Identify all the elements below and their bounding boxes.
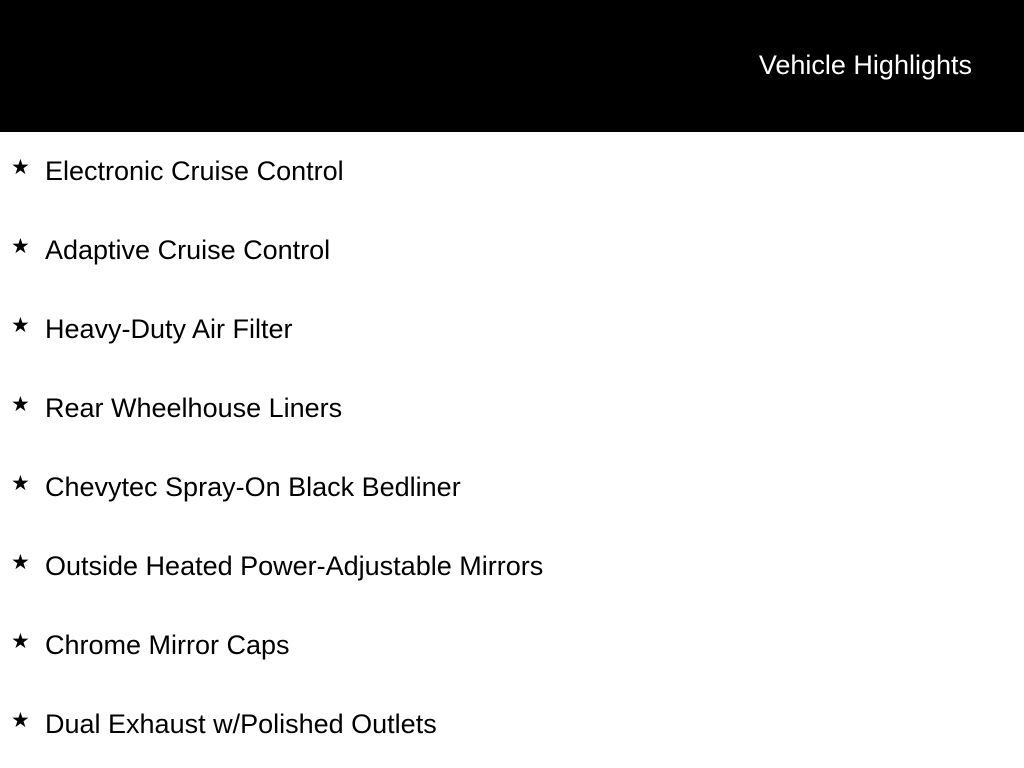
- vehicle-highlights-list: [0, 132, 1024, 764]
- star-icon: ★: [11, 630, 30, 653]
- list-item: [0, 527, 1024, 606]
- list-item: [0, 369, 1024, 448]
- list-item: [0, 448, 1024, 527]
- list-item: [0, 606, 1024, 685]
- page-title: Vehicle Highlights: [758, 50, 972, 80]
- list-item: [0, 211, 1024, 290]
- highlight-label: Outside Heated Power-Adjustable Mirrors: [45, 551, 544, 581]
- header-bar: [0, 0, 1024, 132]
- star-icon: ★: [11, 472, 30, 495]
- star-icon: ★: [11, 314, 30, 337]
- star-icon: ★: [11, 709, 30, 732]
- star-icon: ★: [11, 393, 30, 416]
- star-icon: ★: [11, 156, 30, 179]
- star-icon: ★: [11, 551, 30, 574]
- highlight-label: Electronic Cruise Control: [45, 156, 344, 186]
- star-icon: ★: [11, 235, 30, 258]
- highlight-label: Rear Wheelhouse Liners: [45, 393, 343, 423]
- highlight-label: Dual Exhaust w/Polished Outlets: [45, 709, 437, 739]
- highlight-label: Heavy-Duty Air Filter: [45, 314, 293, 344]
- highlight-label: Adaptive Cruise Control: [45, 235, 331, 265]
- list-item: [0, 685, 1024, 764]
- list-item: [0, 290, 1024, 369]
- highlight-label: Chevytec Spray-On Black Bedliner: [45, 472, 461, 502]
- list-item: [0, 132, 1024, 211]
- highlight-label: Chrome Mirror Caps: [45, 630, 290, 660]
